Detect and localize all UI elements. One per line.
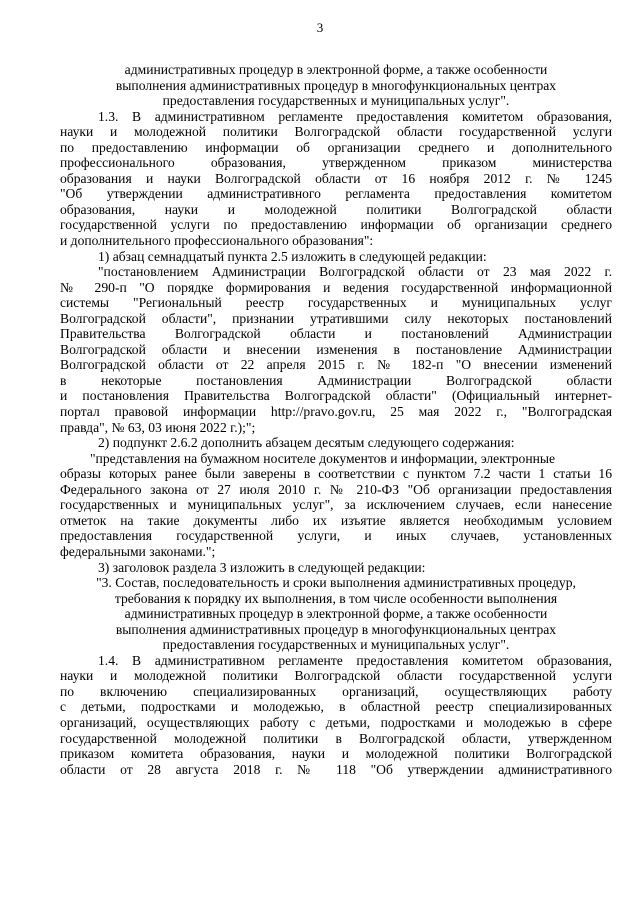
- text-line: с детьми, подростками и молодежью, в областной реестр специализированных: [60, 699, 612, 715]
- text-line: 2) подпункт 2.6.2 дополнить абзацем десятым следующего содержания:: [98, 435, 515, 451]
- text-line: 3) заголовок раздела 3 изложить в следующей редакции:: [98, 559, 426, 575]
- text-line: 1.4. В административном регламенте предоставления комитетом образования,: [98, 652, 612, 668]
- text-line: № 290-п "О порядке формирования и ведения государственной информационной: [60, 279, 612, 295]
- text-line: "Об утверждении административного регламента предоставления комитетом: [60, 186, 612, 202]
- text-line: выполнения административных процедур в многофункциональных центрах: [115, 621, 557, 637]
- text-line: предоставления государственной услуги, и иных случаев, установленных: [60, 528, 612, 544]
- text-line: Правительства Волгоградской области и постановлений Администрации: [60, 326, 612, 342]
- text-line: предоставления государственных и муниципальных услуг".: [162, 637, 510, 653]
- text-line: Волгоградской области от 22 апреля 2015 г. № 182-п "О внесении изменений: [60, 357, 612, 373]
- text-line: в некоторые постановления Администрации Волгоградской области: [60, 372, 612, 388]
- text-line: по включению специализированных организаций, осуществляющих работу: [60, 683, 612, 699]
- text-line: "представления на бумажном носителе документов и информации, электронные: [90, 450, 556, 466]
- text-line: административных процедур в электронной форме, а также особенности: [124, 62, 548, 77]
- text-line: портал правовой информации http://pravo.gov.ru, 25 мая 2022 г., "Волгоградская: [60, 404, 612, 420]
- text-line: приказом комитета образования, науки и молодежной политики Волгоградской: [60, 746, 612, 762]
- text-line: профессионального образования, утвержденном приказом министерства: [60, 155, 612, 171]
- text-line: требования к порядку их выполнения, в том числе особенности выполнения: [114, 590, 558, 606]
- text-line: "постановлением Администрации Волгоградской области от 23 мая 2022 г.: [98, 264, 612, 280]
- text-line: образования и науки Волгоградской области от 16 ноября 2012 г. № 1245: [60, 170, 612, 186]
- text-line: 1.3. В административном регламенте предоставления комитетом образования,: [98, 108, 612, 124]
- text-line: предоставления государственных и муниципальных услуг".: [162, 93, 510, 109]
- text-line: административных процедур в электронной форме, а также особенности: [124, 606, 548, 622]
- text-line: Федерального закона от 27 июля 2010 г. № 210-ФЗ "Об организации предоставления: [60, 481, 612, 497]
- document-body: [60, 62, 612, 777]
- text-line: правда", № 63, 03 июня 2022 г.);";: [60, 419, 256, 435]
- text-line: государственных и муниципальных услуг", за исключением случаев, если нанесение: [60, 497, 612, 513]
- text-line: науки и молодежной политики Волгоградской области государственной услуги: [60, 668, 612, 684]
- text-line: образования, науки и молодежной политики Волгоградской области: [60, 201, 612, 217]
- text-line: отметок на такие документы либо их изъятие является необходимым условием: [60, 512, 612, 528]
- text-line: организаций, осуществляющих работу с детьми, подростками и молодежью в сфере: [60, 714, 612, 730]
- text-line: Волгоградской области и внесении изменения в постановление Администрации: [60, 341, 612, 357]
- text-line: "3. Состав, последовательность и сроки выполнения административных процедур,: [96, 575, 576, 591]
- text-line: государственной услуги по предоставлению информации об организации среднего: [60, 217, 612, 233]
- text-line: по предоставлению информации об организации среднего и дополнительного: [60, 139, 612, 155]
- text-line: выполнения административных процедур в многофункциональных центрах: [115, 77, 557, 93]
- text-line: области от 28 августа 2018 г. № 118 "Об утверждении административного: [60, 761, 612, 777]
- text-line: и постановления Правительства Волгоградской области" (Официальный интернет-: [60, 388, 612, 404]
- text-line: науки и молодежной политики Волгоградской области государственной услуги: [60, 124, 612, 140]
- text-line: 1) абзац семнадцатый пункта 2.5 изложить в следующей редакции:: [98, 248, 487, 264]
- text-line: системы "Региональный реестр государственных и муниципальных услуг: [60, 295, 612, 311]
- text-line: образы которых ранее были заверены в соответствии с пунктом 7.2 части 1 статьи 16: [60, 466, 612, 482]
- text-line: федеральными законами.";: [60, 543, 216, 559]
- text-line: и дополнительного профессионального образования":: [60, 233, 374, 249]
- text-line: Волгоградской области", признании утратившими силу некоторых постановлений: [60, 310, 612, 326]
- text-line: государственной молодежной политики в Волгоградской области, утвержденном: [60, 730, 612, 746]
- page-number: 3: [316, 20, 324, 35]
